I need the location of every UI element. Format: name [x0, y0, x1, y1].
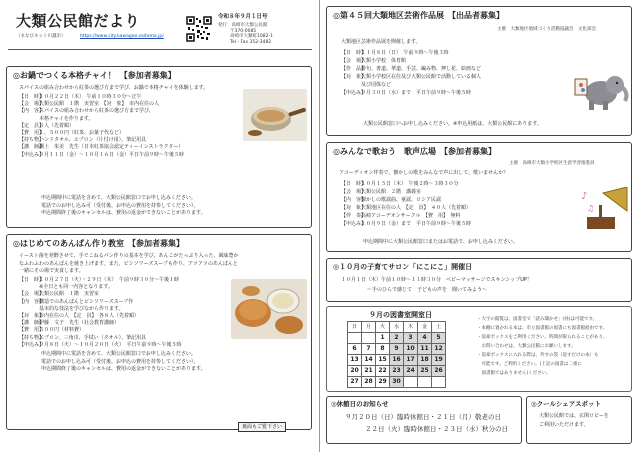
street-address: 高崎市大類町1082-1: [230, 34, 273, 40]
cool-share-line: ご利用いただけます。: [539, 422, 589, 428]
intro-line: 一緒にその場で実食します。: [19, 268, 84, 274]
calendar-day: 13: [348, 355, 362, 366]
svg-text:♪: ♪: [581, 191, 588, 202]
calendar-day: [404, 377, 418, 388]
detail-row: 【内 容】 懐かしの歌謡曲、童謡、ロシア民謡: [341, 197, 442, 203]
detail-row: 【会 場】 大類公民館 １階 実習室 【対 象】 市内在住の人: [19, 101, 160, 108]
detail-row: 【会 場】 大類公民館 １階 実習室: [19, 291, 100, 298]
detail-row: 【作 品】 俳句、書道、華道、手芸、編み物、押し花、絵画など: [341, 66, 482, 72]
detail-row: 【申込み】 ９月１１日（金）～１０月１６日（金）平日午前９時～午後５時: [19, 151, 185, 158]
phone-fax: Tel・Fax 352-3482: [230, 39, 272, 45]
calendar-day: 3: [404, 333, 418, 344]
newsletter-title: 大類公民館だより: [16, 12, 141, 30]
library-heading: ９月の図書室開室日: [369, 311, 432, 319]
detail-row: 【申込み】 ９月３０日（水）まで 平日午前９時～午後５時: [341, 90, 472, 96]
calendar-day: 20: [348, 366, 362, 377]
detail-row: 【日 時】 １０月２２日（木） 午前１０時３０分～正午: [19, 94, 142, 100]
calendar-day: 22: [376, 366, 390, 377]
calendar-day: 10: [404, 344, 418, 355]
tea-event-details: [19, 94, 249, 159]
postal-code: 〒370-0085: [230, 28, 257, 34]
note-line: 申込期間中に電話を含めて、大類公民館窓口でお申し込みください。: [41, 195, 196, 201]
tea-event-section: [6, 66, 312, 228]
publisher: 高崎市大類公民館: [231, 22, 268, 28]
calendar-day: 30: [390, 377, 404, 388]
song-event-heading: ◎みんなで歌おう 歌声広場 【参加者募集】: [333, 147, 496, 156]
note-line: 申込期間中に電話を含めて、大類公民館窓口でお申し込みください。: [41, 351, 196, 357]
calendar-day: 8: [376, 344, 390, 355]
note-line: 電話でのお申し込み可（受付後、お申込の費用を持参してください）。: [41, 202, 199, 209]
library-calendar: [347, 321, 446, 388]
detail-row: 【持ち物】 エプロン、三角巾、手拭い（タオル）、筆記用具: [19, 334, 147, 341]
detail-row: 【定 員】 ８人（先着順）: [19, 122, 75, 129]
elephant-painter-icon: [573, 71, 631, 113]
note-line: 申込期間終了後のキャンセルは、費用の返金ができないことがあります。: [41, 366, 206, 372]
anpan-event-intro: [19, 253, 238, 276]
qr-code-icon: [186, 16, 212, 42]
note-line: ・返却ボックスをご利用ください。時間が限られることがあり、: [477, 335, 608, 340]
tea-event-notes: [41, 195, 206, 218]
song-event-note: 申込期間中に大類公民館窓口またはお電話で、お申し込みください。: [363, 239, 518, 245]
masthead-info: [218, 14, 314, 45]
chai-pot-photo: [243, 89, 307, 141]
calendar-day: 26: [432, 366, 446, 377]
calendar-day: 25: [418, 366, 432, 377]
calendar-day: 4: [418, 333, 432, 344]
calendar-weekday: 火: [376, 322, 390, 333]
calendar-day: 6: [348, 344, 362, 355]
svg-text:♫: ♫: [587, 204, 595, 213]
tea-event-intro: スパイスの組み合わせから紅茶の選び方まで学び、お鍋で本格チャイを体験します。: [19, 85, 209, 91]
website-link[interactable]: https://www.city.kawagoe.saitama.jp/: [80, 34, 164, 39]
calendar-day: [348, 333, 362, 344]
calendar-day: 14: [362, 355, 376, 366]
detail-row: 【会 場】 大類公民館 ２階 講義室: [341, 189, 422, 195]
calendar-day: 18: [418, 355, 432, 366]
calendar-day: 23: [390, 366, 404, 377]
detail-row: 【費 用】 ５００円（材料費）: [19, 327, 85, 334]
calendar-day: 17: [404, 355, 418, 366]
anpan-event-details: [19, 277, 239, 349]
calendar-day: [418, 377, 432, 388]
detail-row: 【内 容】 構造でのあんぱんとビシソワーズスープ作: [19, 298, 134, 305]
intro-line: なふわふわのあんぱんを焼き上げます。また、ビシソワーズスープも作り、アツアツのあんぱんと: [19, 260, 238, 267]
detail-row: 【対 象】 大類小学校区在住及び大類公民館で活動している個人: [341, 74, 482, 80]
detail-row: 本格チャイを作ります。: [39, 115, 94, 122]
closed-days-line: ９月２０日（日）臨時休館日・２１日（月）敬老の日: [345, 413, 501, 421]
calendar-day: 21: [362, 366, 376, 377]
closed-days-section: [326, 396, 522, 444]
cool-share-section: [526, 396, 632, 444]
song-event-host: 主催 高崎市大類小学校区生涯学習推進員: [509, 161, 595, 166]
detail-row: 【対 象】 大類地区在住の人 【定 員】 ４０人（先着順）: [341, 205, 472, 211]
publisher-label: 発行: [218, 22, 227, 28]
note-line: 申込期間終了後のキャンセルは、費用の返金ができないことがあります。: [41, 210, 206, 216]
calendar-day: 12: [432, 344, 446, 355]
detail-row: ※全日とも同一内容となります。: [39, 284, 113, 291]
note-line: お問い合わせは、大類公民館にお願いします。: [477, 344, 576, 349]
detail-row: 【講 師】 瀬上 朱美 先生（日本紅茶協会認定ティーインストラクター）: [19, 144, 184, 151]
anpan-event-notes: [41, 351, 206, 374]
calendar-weekday: 月: [362, 322, 376, 333]
art-exhibit-section: [326, 6, 632, 136]
tea-event-heading: ◎お鍋でつくる本格チャイ！ 【参加者募集】: [13, 71, 176, 80]
calendar-day: 11: [418, 344, 432, 355]
detail-row: 【持ち物】 ハンドタオル、エプロン（片付け用）、筆記用具: [19, 137, 147, 144]
calendar-day: [362, 333, 376, 344]
salon-line: １０月１日（木）午前１０時～１１時３０分 ベビーマッサージでスキンシップUP！: [341, 277, 532, 283]
closed-days-line: ２２日（火）臨時休館日・２３日（水）秋分の日: [365, 425, 508, 433]
calendar-day: 7: [362, 344, 376, 355]
calendar-day: 24: [404, 366, 418, 377]
art-exhibit-heading: ◎第４５回大類地区芸術作品展 【出品者募集】: [333, 11, 504, 20]
song-event-section: [326, 142, 632, 252]
note-line: ・大字の閲覧は、図書室で「読み聞かせ」(昼)は可能です。: [477, 317, 598, 322]
detail-row: 【申込み】 １０月９日（金）まで 平日午前９時～午後５時: [341, 221, 472, 227]
cool-share-heading: ◎クールシェアスポット: [531, 400, 601, 408]
detail-row: 【日 時】 １０月１５日（木） 午後２時～３時３０分: [341, 181, 459, 187]
calendar-weekday: 土: [432, 322, 446, 333]
detail-row: 【対 象】 市内在住の人 【定 員】 各８人（先着順）: [19, 313, 140, 320]
library-notes: [477, 315, 629, 378]
library-section: [326, 306, 632, 392]
detail-row: 【講 師】 伊藤 文子 先生（社会教育講師）: [19, 320, 120, 327]
calendar-weekday: 木: [404, 322, 418, 333]
salon-subline: ～手のひらで感じて 子どもの声を 聞いてみよう～: [367, 287, 487, 293]
art-exhibit-intro: 大類地区芸術作品展を開催します。: [341, 39, 421, 45]
detail-row: 【費 用】 １，５００円（紅茶、お菓子代など）: [19, 130, 125, 137]
anpan-photo: [231, 279, 307, 339]
calendar-day: 9: [390, 344, 404, 355]
song-event-intro: アコーディオン伴奏で、懐かしの歌をみんなで声に出して、歌いませんか？: [339, 170, 509, 176]
detail-row: 【会 場】 大類小学校 体育館: [341, 58, 407, 64]
detail-row: 基本的な技法を学びながら作ります。: [39, 305, 124, 312]
note-line: 図書館ではありません)ください。: [477, 371, 551, 376]
see-back-page-button[interactable]: 裏面もご覧下さい: [238, 422, 286, 432]
calendar-day: 16: [390, 355, 404, 366]
calendar-day: 29: [376, 377, 390, 388]
detail-row: 【申込み】 ９月８日（火）～１０月２０日（火） 平日午前９時～午後５時: [19, 341, 182, 348]
note-line: 電話でのお申し込み可（受付後、お申込の費用を持参してください）。: [41, 358, 199, 365]
salon-heading: ◎１０月の子育てサロン「にこにこ」開催日: [333, 263, 473, 271]
art-exhibit-details: [341, 49, 581, 97]
detail-row: 【日 時】 １１月８日（日） 午前９時～午後３時: [341, 50, 449, 56]
calendar-day: 27: [348, 377, 362, 388]
anpan-event-heading: ◎はじめてのあんぱん作り教室 【参加者募集】: [13, 239, 184, 248]
salon-section: [326, 258, 632, 302]
issue-date: 令和８年９月１日号: [218, 14, 268, 20]
calendar-day: 28: [362, 377, 376, 388]
calendar-weekday: 金: [418, 322, 432, 333]
detail-row: 【伴 奏】 高崎アコーデオンサークル 【費 用】 無料: [341, 213, 461, 219]
newsletter-subtitle: （まなびネット川越市）: [16, 34, 66, 39]
detail-row: 及び団体など: [361, 82, 392, 88]
gramophone-icon: [579, 187, 631, 231]
intro-line: イースト菌を発酵させて、手でこねるパン作りの基本を学び、あんこがたっぷり入った、風味豊か: [19, 253, 239, 259]
calendar-day: 19: [432, 355, 446, 366]
masthead-divider: [8, 49, 312, 50]
calendar-day: 2: [390, 333, 404, 344]
art-exhibit-note: 大類公民館窓口へお申し込みください。※申込用紙は、大類公民館にあります。: [363, 121, 542, 127]
closed-days-heading: ◎休館日のお知らせ: [331, 400, 389, 408]
calendar-day: 1: [376, 333, 390, 344]
anpan-event-section: [6, 234, 312, 430]
note-line: ・返却ボックスに入れる際は、外すの袋（返すだけの本）も: [477, 353, 599, 358]
calendar-weekday: 日: [348, 322, 362, 333]
note-line: 可能です。ご利用ください。(上記の図書は二重に: [477, 362, 582, 367]
art-exhibit-host: 主催 大類地区地域づくり活動協議会 文化部会: [497, 27, 596, 32]
song-event-details: [341, 180, 571, 228]
calendar-day: 15: [376, 355, 390, 366]
detail-row: 【内 容】 スパイスの組み合わせから紅茶の選び方まで学び、: [19, 108, 154, 115]
right-page: [320, 0, 640, 452]
calendar-day: [432, 377, 446, 388]
calendar-weekday: 水: [390, 322, 404, 333]
cool-share-line: 大類公民館では、玄関ロビーを: [539, 413, 609, 419]
note-line: ・本棚に置かれる本は、市立図書館の図書にも図書館経由です。: [477, 326, 608, 331]
detail-row: 【日 時】 １０月２７日（火）・２９日（木） 午前９時３０分～午後１時: [19, 277, 180, 283]
calendar-day: 5: [432, 333, 446, 344]
